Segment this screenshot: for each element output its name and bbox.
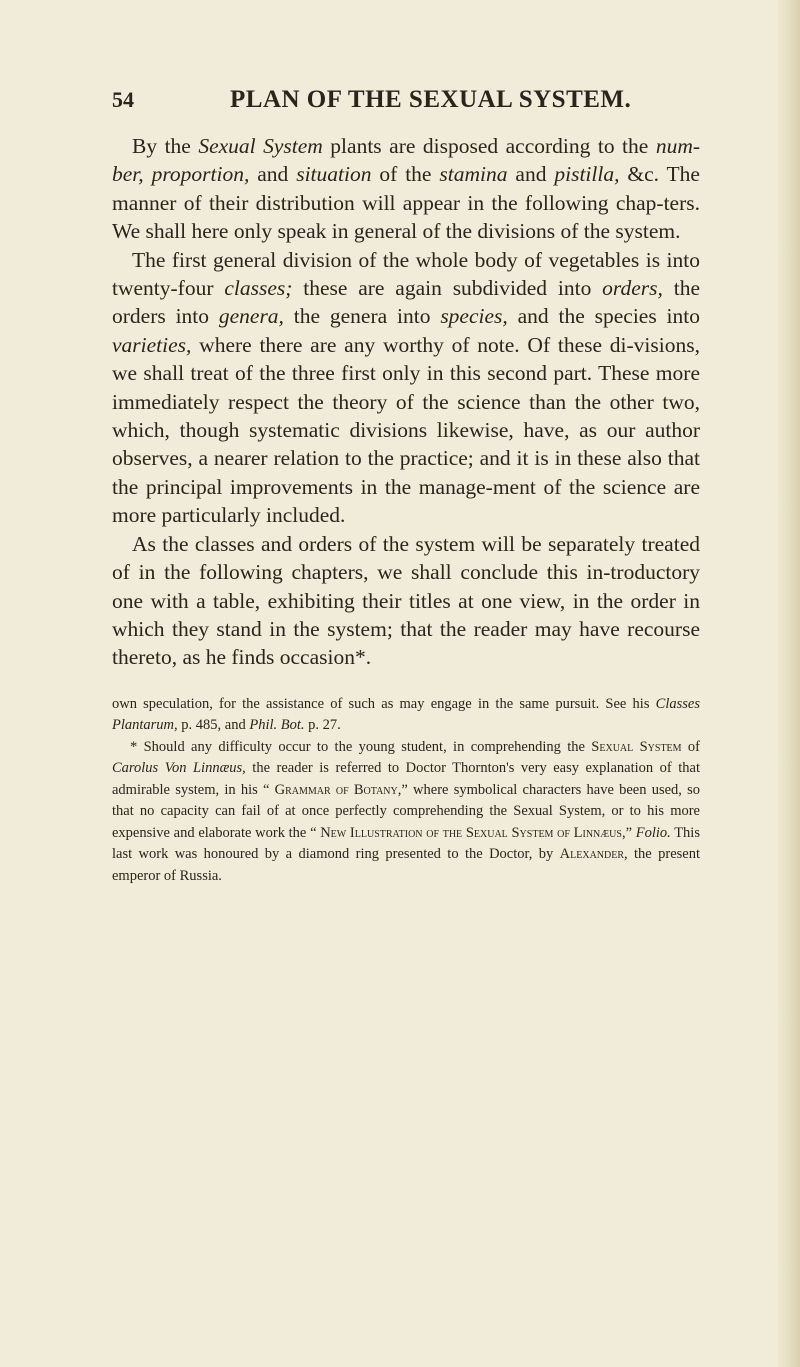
text-run: By the xyxy=(132,134,199,158)
text-run: these are again subdivided into xyxy=(292,276,603,301)
italic-run: Folio. xyxy=(635,824,671,841)
text-run: the orders into xyxy=(112,276,700,329)
page-number: 54 xyxy=(112,87,134,112)
small-caps-run: Sexual System xyxy=(591,738,682,755)
italic-run: Sexual System xyxy=(198,134,323,158)
footnotes xyxy=(112,694,700,888)
text-run: p. 27. xyxy=(304,717,341,734)
italic-run: Carolus Von Linnæus, xyxy=(112,760,246,777)
small-caps-run: New Illustration of the Sexual System of Linnæus, xyxy=(320,824,626,841)
text-run: of the xyxy=(371,162,440,187)
italic-run: orders, xyxy=(602,276,663,301)
text-run: ” xyxy=(625,824,636,841)
italic-run: num-ber, proportion, xyxy=(112,134,700,187)
paragraph-2 xyxy=(112,246,700,530)
text-run: own speculation, for the assistance of such as may engage in the same pursuit. See his xyxy=(112,695,656,712)
footnote-continued xyxy=(112,694,700,737)
text-run: and xyxy=(507,162,555,187)
text-run: the genera into xyxy=(283,304,441,329)
italic-run: genera, xyxy=(218,304,284,329)
text-run: and xyxy=(249,162,297,187)
italic-run: classes; xyxy=(224,276,293,301)
italic-run: pistilla, xyxy=(554,162,620,187)
text-run: &c. The manner of their distribution will appear in the following chap-ters. We shall here only speak in general of the divisions of the system. xyxy=(112,162,700,244)
footnote-asterisk xyxy=(112,737,700,888)
text-run: * Should any difficulty occur to the young student, in comprehending the xyxy=(130,738,592,755)
text-run: of xyxy=(681,738,700,755)
small-caps-run: Alexander, xyxy=(559,846,628,863)
italic-run: Classes Plantarum, xyxy=(112,695,700,734)
italic-run: varieties, xyxy=(112,332,192,357)
paragraph-3 xyxy=(112,530,700,672)
running-header xyxy=(112,86,700,122)
page-edge xyxy=(778,0,800,1367)
text-run: plants are disposed according to the xyxy=(322,134,656,158)
text-run: the present emperor of Russia. xyxy=(112,846,700,884)
book-page xyxy=(112,86,700,887)
text-run: As the classes and orders of the system will be separately treated of in the following chapters, we shall conclude this in-troductory one with a table, exhibiting their titles at one view, in the order in which they stand in the system; that the reader may have recourse thereto, as he finds occasion*. xyxy=(112,531,700,670)
text-run: p. 485, and xyxy=(177,717,250,734)
text-run: and the species into xyxy=(507,304,700,329)
italic-run: species, xyxy=(440,304,508,329)
running-title: PLAN OF THE SEXUAL SYSTEM. xyxy=(230,86,632,113)
text-run: This last work was honoured by a diamond ring presented to the Doctor, by xyxy=(112,824,700,863)
italic-run: Phil. Bot. xyxy=(249,717,305,734)
paragraph-1 xyxy=(112,132,700,246)
text-run: where there are any worthy of note. Of these di-visions, we shall treat of the three first only in this second part. These more immediately respect the theory of the science than the other two, which, though systematic divisions likewise, have, as our author observes, a nearer relation to the practice; and it is in these also that the principal improvements in the manage-ment of the science are more particularly included. xyxy=(112,332,700,528)
small-caps-run: Grammar of Botany, xyxy=(274,781,402,798)
text-run: the reader is referred to Doctor Thornton's very easy explanation of that admirable system, in his “ xyxy=(112,760,701,798)
text-run: The first general division of the whole body of vegetables is into twenty-four xyxy=(112,247,700,301)
text-run: ” where symbolical characters have been used, so that no capacity can fail of at once perfectly comprehending the Sexual System, or to his more expensive and elaborate work the “ xyxy=(112,781,701,841)
main-text xyxy=(112,132,700,672)
italic-run: situation xyxy=(296,162,372,187)
italic-run: stamina xyxy=(439,162,508,187)
